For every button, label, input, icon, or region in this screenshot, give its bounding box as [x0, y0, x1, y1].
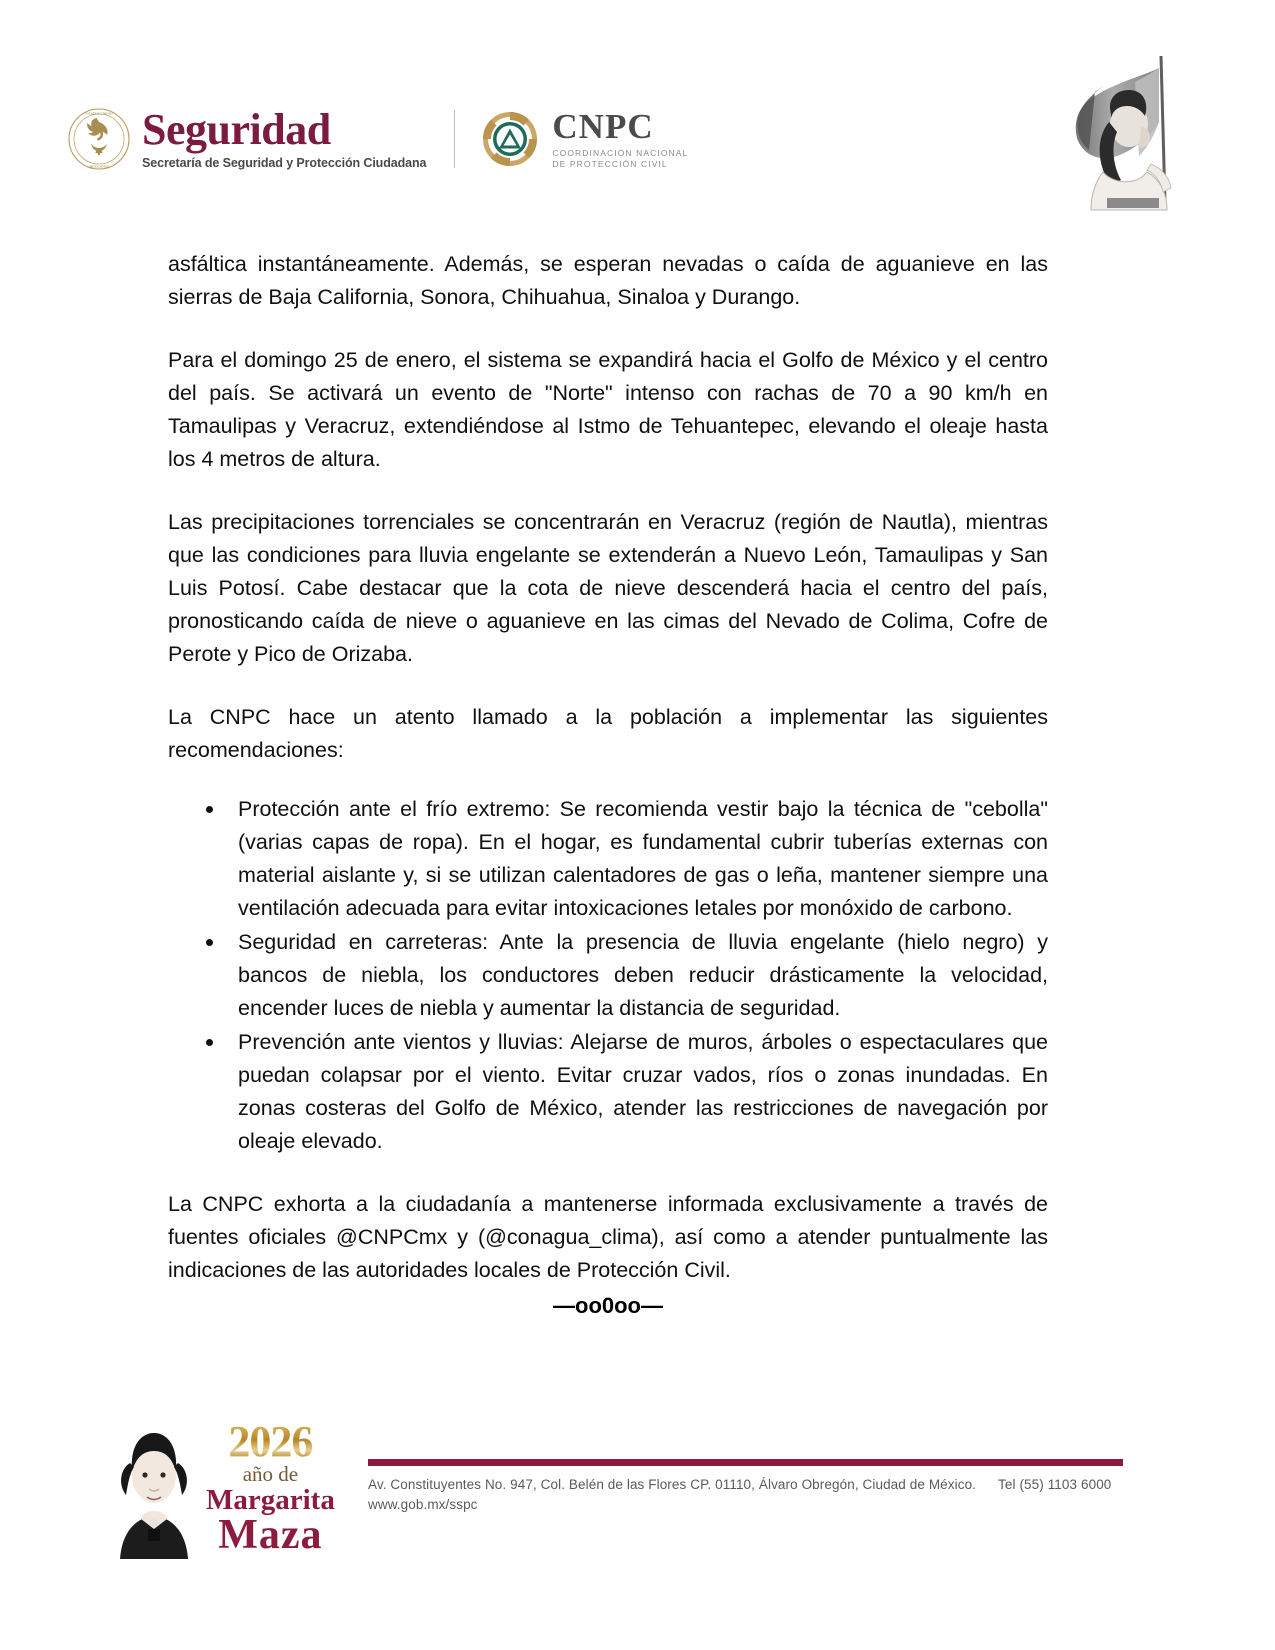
- list-item: [168, 926, 1048, 1025]
- bullet-dot-icon: [206, 806, 213, 813]
- list-item-text: Prevención ante vientos y lluvias: Alejarse de muros, árboles o espectaculares que puedan colapsar por el viento. Evitar cruzar vados, ríos o zonas inundadas. En zonas costeras del Golfo de México, atender las restricciones de navegación por oleaje elevado.: [238, 1030, 1048, 1153]
- document-footer: [0, 1399, 1275, 1574]
- margarita-maza-portrait: [108, 1419, 200, 1559]
- footer-address-block: [368, 1459, 1128, 1515]
- closing-paragraph: La CNPC exhorta a la ciudadanía a mantenerse informada exclusivamente a través de fuentes oficiales @CNPCmx y (@conagua_clima), así como a atender puntualmente las indicaciones de las autoridades locales de Protección Civil.: [168, 1192, 1048, 1282]
- paragraph: Para el domingo 25 de enero, el sistema se expandirá hacia el Golfo de México y el centro del país. Se activará un evento de "Norte" intenso con rachas de 70 a 90 km/h en Tamaulipas y Veracruz, extendiéndose al Istmo de Tehuantepec, elevando el oleaje hasta los 4 metros de altura.: [168, 348, 1048, 471]
- footer-divider-rule: [368, 1459, 1123, 1466]
- commemorative-year: 2026: [206, 1421, 335, 1463]
- footer-address-line: [368, 1475, 1128, 1495]
- cnpc-wordmark: [552, 106, 689, 170]
- list-item-text: Protección ante el frío extremo: Se recomienda vestir bajo la técnica de "cebolla" (varias capas de ropa). En el hogar, es fundamental cubrir tuberías externas con material aislante y, si se utilizan calentadores de gas o leña, mantener siempre una ventilación adecuada para evitar intoxicaciones letales por monóxido de carbono.: [238, 797, 1048, 920]
- list-item-text: Seguridad en carreteras: Ante la presencia de lluvia engelante (hielo negro) y bancos de niebla, los conductores deben reducir drásticamente la velocidad, encender luces de niebla y aumentar la distancia de seguridad.: [238, 930, 1048, 1020]
- bullet-dot-icon: [206, 1039, 213, 1046]
- brand-subtitle: Secretaría de Seguridad y Protección Ciudadana: [142, 155, 427, 170]
- margarita-maza-wordmark: [206, 1417, 335, 1559]
- footer-phone: Tel (55) 1103 6000: [998, 1477, 1112, 1492]
- commemorative-last-name: Maza: [218, 1512, 323, 1558]
- footer-address-text: Av. Constituyentes No. 947, Col. Belén de las Flores CP. 01110, Álvaro Obregón, Ciudad de México.: [368, 1477, 977, 1492]
- svg-text:MEXICANOS: MEXICANOS: [89, 164, 109, 169]
- margarita-maza-commemorative-logo: [108, 1409, 335, 1559]
- commemorative-year-label: año de: [242, 1462, 299, 1486]
- seguridad-wordmark: [142, 104, 427, 171]
- list-item: [168, 1026, 1048, 1158]
- commemorative-first-name: Margarita: [206, 1484, 335, 1516]
- bullet-dot-icon: [206, 939, 213, 946]
- cnpc-subtitle-line-2: DE PROTECCIÓN CIVIL: [552, 158, 668, 169]
- cnpc-subtitle-line-1: COORDINACIÓN NACIONAL: [552, 147, 689, 158]
- brand-title: Seguridad: [142, 104, 331, 154]
- list-item: [168, 793, 1048, 925]
- recommendations-list: [168, 793, 1048, 1158]
- paragraph: La CNPC hace un atento llamado a la población a implementar las siguientes recomendaciones:: [168, 705, 1048, 762]
- svg-text:ESTADOS UNIDOS: ESTADOS UNIDOS: [85, 111, 113, 116]
- institutional-branding: [68, 104, 688, 174]
- end-of-document-mark: —oo0oo—: [553, 1293, 663, 1318]
- woman-with-mexican-flag-illustration: [1043, 52, 1183, 212]
- paragraph: Las precipitaciones torrenciales se concentrarán en Veracruz (región de Nautla), mientras que las condiciones para lluvia engelante se extenderán a Nuevo León, Tamaulipas y San Luis Potosí. Cabe destacar que la cota de nieve descenderá hacia el centro del país, pronosticando caída de nieve o aguanieve en las cimas del Nevado de Colima, Cofre de Perote y Pico de Orizaba.: [168, 510, 1048, 666]
- footer-website[interactable]: www.gob.mx/sspc: [368, 1497, 478, 1512]
- cnpc-title: CNPC: [552, 106, 654, 146]
- cnpc-branding: [481, 106, 689, 170]
- document-body: [168, 248, 1048, 1319]
- cnpc-emblem-icon: [481, 110, 539, 168]
- document-header: [0, 0, 1275, 232]
- mexican-coat-of-arms-seal: [68, 108, 130, 170]
- brand-divider: [454, 110, 455, 168]
- paragraph: asfáltica instantáneamente. Además, se esperan nevadas o caída de aguanieve en las sierras de Baja California, Sonora, Chihuahua, Sinaloa y Durango.: [168, 252, 1048, 309]
